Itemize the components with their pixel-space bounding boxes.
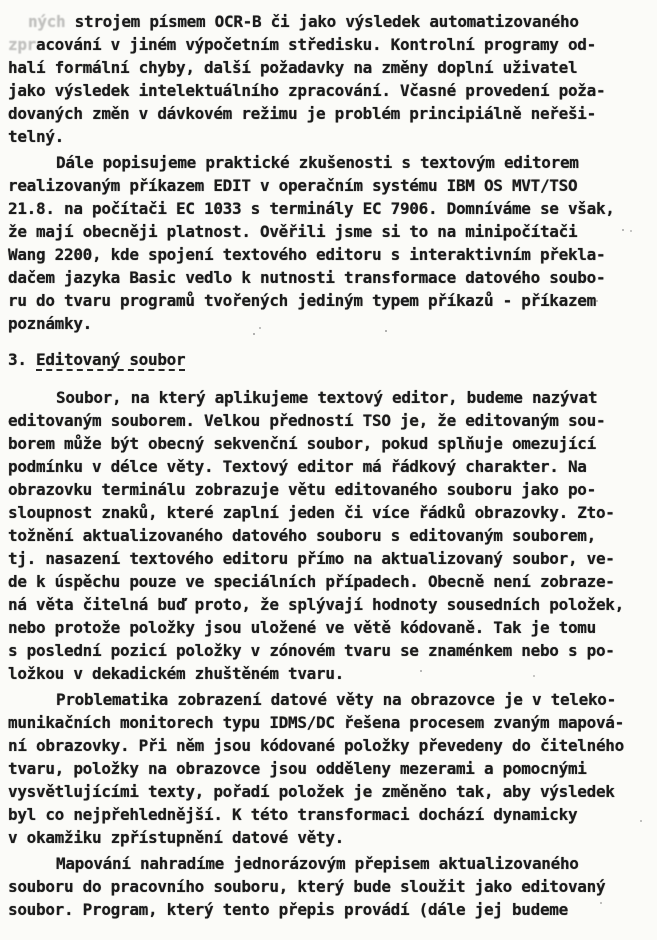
text-segment: strojem písmem OCR-B či jako výsledek automatizovaného xyxy=(65,12,579,31)
text-line: sloupnost znaků, které zaplní jeden či více řádků obrazovky. Zto- xyxy=(8,503,615,522)
text-line: Problematika zobrazení datové věty na obrazovce je v teleko- xyxy=(56,690,616,709)
text-line: 21.8. na počítači EC 1033 s terminály EC 7906. Domníváme se však, xyxy=(8,199,615,218)
text-line xyxy=(8,33,651,56)
section-title: Editovaný soubor xyxy=(36,350,186,369)
text-line: ložkou v dekadickém zhuštěném tvaru. xyxy=(8,664,344,683)
text-line: ná věta čitelná buď proto, že splývají hodnoty sousedních položek, xyxy=(8,595,624,614)
faded-text: zpr xyxy=(8,35,36,54)
paragraph xyxy=(8,852,651,921)
paragraph xyxy=(8,386,651,685)
text-line: byl co nejpřehlednější. K této transformaci dochází dynamicky xyxy=(8,805,578,824)
text-line: ní obrazovky. Při něm jsou kódované položky převedeny do čitelného xyxy=(8,736,624,755)
text-line: editovaným souborem. Velkou předností TSO je, že editovaným sou- xyxy=(8,411,606,430)
section-heading xyxy=(8,348,651,371)
text-line: obrazovku terminálu zobrazuje větu editovaného souboru jako po- xyxy=(8,480,596,499)
text-line: že mají obecněji platnost. Ověřili jsme si to na minipočítači xyxy=(8,222,578,241)
text-line: nebo protože položky jsou uložené ve větě kódovaně. Tak je tomu xyxy=(8,618,596,637)
paragraph xyxy=(8,151,651,335)
text-line: dačem jazyka Basic vedlo k nutnosti transformace datového soubo- xyxy=(8,268,606,287)
text-segment: acování v jiném výpočetním středisku. Kontrolní programy od- xyxy=(36,35,596,54)
text-line: ru do tvaru programů tvořených jediným typem příkazů - příkazem xyxy=(8,291,596,310)
text-line: telný. xyxy=(8,127,64,146)
text-line: soubor. Program, který tento přepis provádí (dále jej budeme xyxy=(8,900,568,919)
text-line xyxy=(8,10,651,33)
text-line: v okamžiku zpřístupnění datové věty. xyxy=(8,828,344,847)
paragraph xyxy=(8,688,651,849)
text-line: s poslední pozicí položky v zónovém tvaru se znaménkem nebo s po- xyxy=(8,641,615,660)
text-line: halí formální chyby, další požadavky na změny doplní uživatel xyxy=(8,58,578,77)
text-line: tj. nasazení textového editoru přímo na aktualizovaný soubor, ve- xyxy=(8,549,615,568)
text-line: souboru do pracovního souboru, který bude sloužit jako editovaný xyxy=(8,877,606,896)
text-line: vysvětlujícími texty, pořadí položek je změněno tak, aby výsledek xyxy=(8,782,615,801)
text-line: realizovaným příkazem EDIT v operačním systému IBM OS MVT/TSO xyxy=(8,176,578,195)
text-line: Mapování nahradíme jednorázovým přepisem aktualizovaného xyxy=(56,854,579,873)
text-line: de k úspěchu pouze ve speciálních případech. Obecně není zobraze- xyxy=(8,572,615,591)
text-line: borem může být obecný sekvenční soubor, pokud splňuje omezující xyxy=(8,434,596,453)
text-line: Soubor, na který aplikujeme textový editor, budeme nazývat xyxy=(56,388,598,407)
text-line: jako výsledek intelektuálního zpracování. Včasné provedení poža- xyxy=(8,81,606,100)
text-line: Wang 2200, kde spojení textového editoru s interaktivním překla- xyxy=(8,245,606,264)
text-line: Dále popisujeme praktické zkušenosti s textovým editorem xyxy=(56,153,579,172)
section-number: 3. xyxy=(8,350,36,369)
text-line: tožnění aktualizovaného datového souboru s editovaným souborem, xyxy=(8,526,596,545)
text-line: podmínku v délce věty. Textový editor má řádkový charakter. Na xyxy=(8,457,587,476)
text-line: poznámky. xyxy=(8,314,92,333)
text-line: tvaru, položky na obrazovce jsou odděleny mezerami a pomocnými xyxy=(8,759,587,778)
text-line: munikačních monitorech typu IDMS/DC řešena procesem zvaným mapová- xyxy=(8,713,624,732)
faded-text: ných xyxy=(28,12,66,31)
text-line: dovaných změn v dávkovém režimu je problém principiálně neřeši- xyxy=(8,104,596,123)
document-body xyxy=(8,10,651,921)
paragraph xyxy=(8,10,651,148)
